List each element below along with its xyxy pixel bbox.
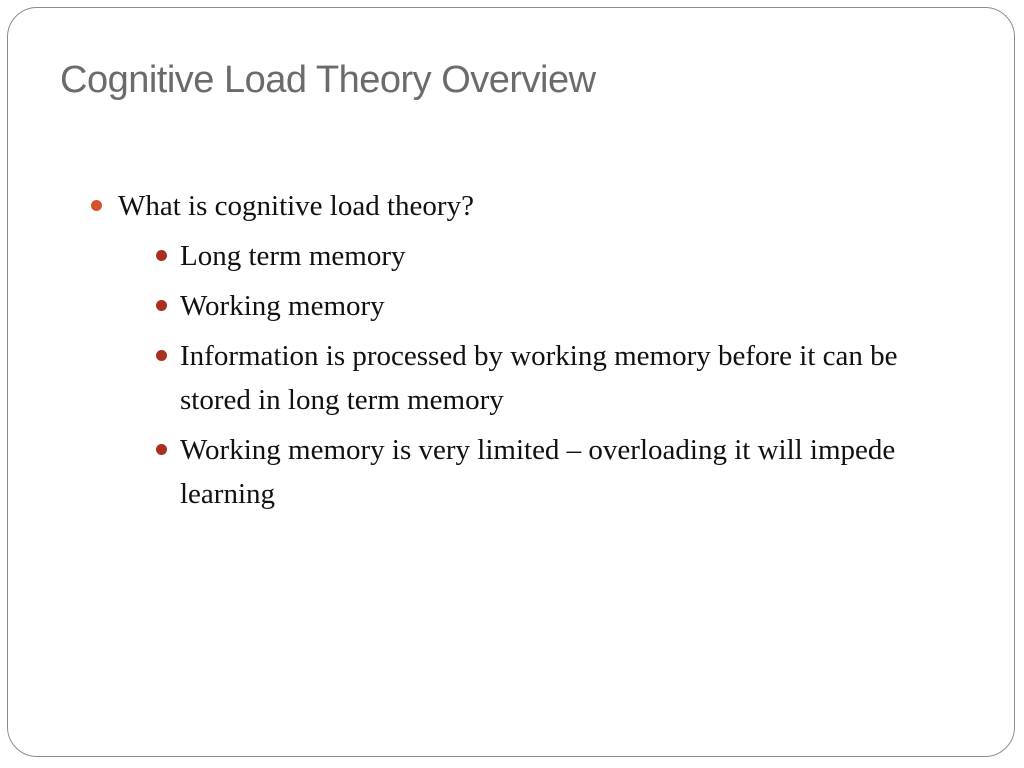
slide bbox=[7, 7, 1015, 757]
sub-bullet-item bbox=[150, 428, 966, 516]
sub-bullet-text: Information is processed by working memory before it can be stored in long term memory bbox=[180, 340, 898, 416]
sub-bullet-list bbox=[118, 234, 966, 516]
bullet-dot-icon bbox=[156, 250, 167, 261]
sub-bullet-text: Working memory bbox=[180, 290, 385, 322]
slide-title: Cognitive Load Theory Overview bbox=[60, 59, 596, 101]
sub-bullet-item bbox=[150, 284, 966, 328]
bullet-dot-icon bbox=[91, 200, 102, 211]
slide-content bbox=[86, 184, 966, 522]
bullet-list bbox=[86, 184, 966, 516]
bullet-dot-icon bbox=[156, 300, 167, 311]
bullet-text: What is cognitive load theory? bbox=[118, 190, 474, 222]
bullet-item bbox=[86, 184, 966, 516]
sub-bullet-text: Long term memory bbox=[180, 240, 406, 272]
sub-bullet-item bbox=[150, 334, 966, 422]
sub-bullet-text: Working memory is very limited – overloading it will impede learning bbox=[180, 434, 896, 510]
sub-bullet-item bbox=[150, 234, 966, 278]
bullet-dot-icon bbox=[156, 350, 167, 361]
bullet-dot-icon bbox=[156, 444, 167, 455]
